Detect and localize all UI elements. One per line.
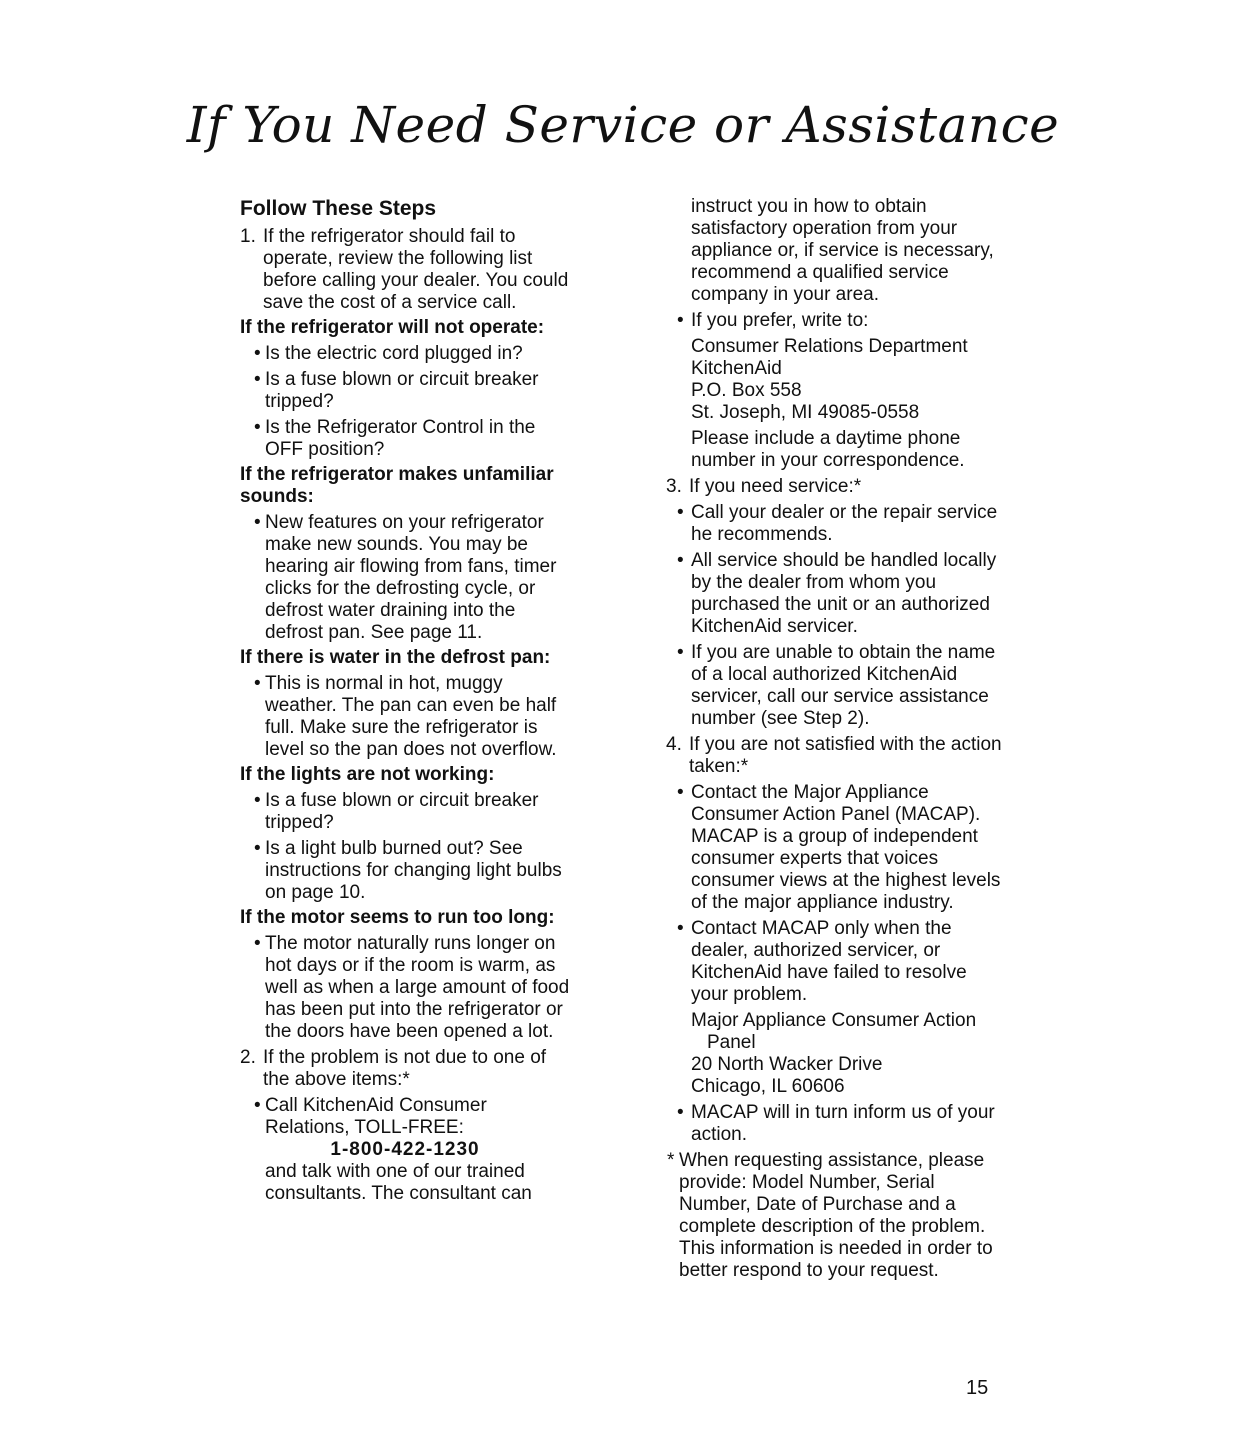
address-line: KitchenAid [691,358,782,379]
consultant-text: and talk with one of our trained consultants. The consultant can [265,1161,532,1204]
step-3 [666,476,1006,498]
toll-free-phone: 1-800-422-1230 [330,1139,480,1160]
address-note: Please include a daytime phone number in your correspondence. [691,428,965,471]
list-item: • Is a light bulb burned out? See instructions for changing light bulbs on page 10. [254,838,562,903]
bullet-icon: • [677,502,684,523]
steps-heading: Follow These Steps [240,197,437,220]
bullet-icon: • [254,673,261,694]
address-line: Consumer Relations Department [691,336,968,357]
step-4 [666,734,1006,778]
list-item: • MACAP will in turn inform us of your action. [677,1102,995,1145]
bullet-icon: • [677,782,684,803]
continued-text: instruct you in how to obtain satisfactory operation from your appliance or, if service is necessary, recommend a qualified service company in your area. [691,196,994,305]
step-text: If you need service:* [689,476,862,497]
bullet-icon: • [254,512,261,533]
address-line: Major Appliance Consumer Action [691,1010,977,1031]
list-item: • Call your dealer or the repair service he recommends. [677,502,998,545]
section-heading: If the refrigerator will not operate: [240,317,545,338]
section-heading: If the refrigerator makes unfamiliar sounds: [240,464,554,507]
list-item: • Is a fuse blown or circuit breaker tripped? [254,790,539,833]
bullet-icon: • [677,310,684,331]
list-item: • Is a fuse blown or circuit breaker tripped? [254,369,539,412]
bullet-icon: • [254,343,261,364]
bullet-icon: • [677,1102,684,1123]
list-item: • Is the electric cord plugged in? [254,343,523,364]
address-line: Panel [707,1032,756,1053]
left-column [240,196,570,1205]
list-item: • The motor naturally runs longer on hot days or if the room is warm, as well as when a large amount of food has been put into the refrigerator or the doors have been opened a lot. [254,933,570,1042]
step-text: If you are not satisfied with the action taken:* [689,734,1002,777]
step-number: 3. [666,476,682,497]
step-number: 2. [240,1047,256,1068]
section-heading: If there is water in the defrost pan: [240,647,551,668]
step-1 [240,226,570,314]
step-text: If the refrigerator should fail to operate, review the following list before calling your dealer. You could save the cost of a service call. [263,226,569,313]
bullet-icon: • [677,642,684,663]
section-heading: If the lights are not working: [240,764,495,785]
list-item: • If you prefer, write to: [677,310,869,331]
address-line: St. Joseph, MI 49085-0558 [691,402,920,423]
section-heading: If the motor seems to run too long: [240,907,555,928]
footnote [666,1150,1006,1282]
right-column [666,196,1006,1282]
macap-address [666,1010,1006,1098]
list-item: • New features on your refrigerator make new sounds. You may be hearing air flowing from fans, timer clicks for the defrosting cycle, or defrost water draining into the defrost pan. See page 11. [254,512,557,643]
footnote-text: When requesting assistance, please provide: Model Number, Serial Number, Date of Purchase and a complete description of the problem. This information is needed in order to better respond to your request. [679,1150,993,1281]
list-item: • If you are unable to obtain the name of a local authorized KitchenAid servicer, call our service assistance number (see Step 2). [677,642,996,729]
list-item: • Is the Refrigerator Control in the OFF position? [254,417,536,460]
mailing-address [666,336,1006,424]
list-item: • All service should be handled locally by the dealer from whom you purchased the unit or an authorized KitchenAid servicer. [677,550,997,637]
list-item: • Contact the Major Appliance Consumer Action Panel (MACAP). MACAP is a group of independent consumer experts that voices consumer views at the highest levels of the major appliance industry. [677,782,1001,913]
step-text: If the problem is not due to one of the above items:* [263,1047,547,1090]
list-item: • This is normal in hot, muggy weather. The pan can even be half full. Make sure the refrigerator is level so the pan does not overflow. [254,673,557,760]
address-line: Chicago, IL 60606 [691,1076,845,1097]
page-number: 15 [966,1377,989,1399]
bullet-icon: • [254,417,261,438]
list-item: • Contact MACAP only when the dealer, authorized servicer, or KitchenAid have failed to resolve your problem. [677,918,967,1005]
bullet-icon: • [254,1095,261,1116]
asterisk-mark: * [667,1150,675,1171]
step-number: 4. [666,734,682,755]
page-title: If You Need Service or Assistance [186,96,1060,154]
bullet-icon: • [254,838,261,859]
address-line: P.O. Box 558 [691,380,802,401]
step-2 [240,1047,570,1091]
bullet-icon: • [677,550,684,571]
bullet-icon: • [254,369,261,390]
bullet-icon: • [254,790,261,811]
bullet-icon: • [254,933,261,954]
bullet-icon: • [677,918,684,939]
step-number: 1. [240,226,256,247]
list-item: • Call KitchenAid Consumer Relations, TOLL-FREE: [254,1095,487,1138]
address-line: 20 North Wacker Drive [691,1054,883,1075]
